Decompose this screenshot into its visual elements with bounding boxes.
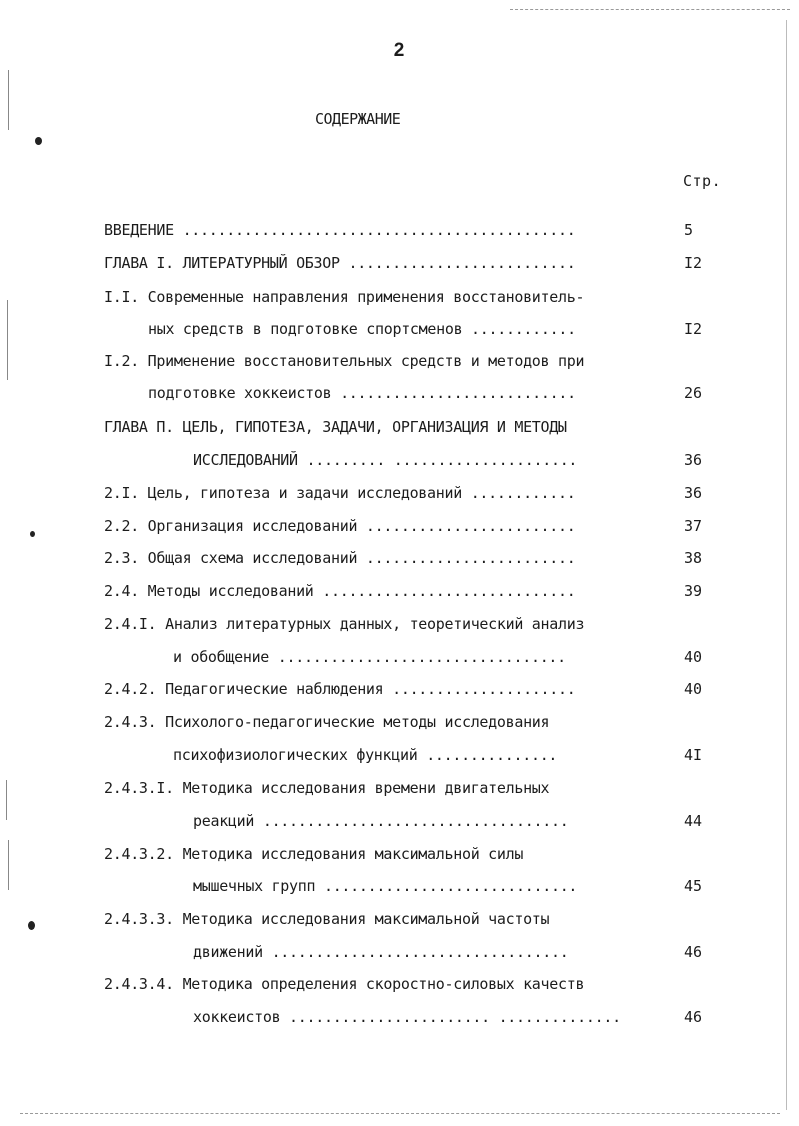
page-number: 2	[393, 40, 405, 61]
toc-entry-text: мышечных групп .............................	[193, 877, 578, 895]
scan-edge-line	[786, 20, 787, 1110]
toc-entry-text: 2.4.3.I. Методика исследования времени двигательных	[104, 779, 550, 797]
scan-hole-mark	[28, 921, 35, 930]
scan-edge-line	[510, 9, 790, 11]
toc-entry-page: 40	[684, 680, 703, 698]
toc-entry-page: 40	[684, 648, 703, 666]
toc-entry-page: 36	[684, 484, 703, 502]
toc-entry-text: 2.4.3.3. Методика исследования максимальной частоты	[104, 910, 550, 928]
toc-entry-page: I2	[684, 320, 703, 338]
toc-entry-text: I.2. Применение восстановительных средств и методов при	[104, 352, 585, 370]
toc-entry-page: 36	[684, 451, 703, 469]
toc-entry-text: ных средств в подготовке спортсменов ............	[148, 320, 576, 338]
page-column-header: Стр.	[683, 172, 722, 190]
toc-entry-text: ИССЛЕДОВАНИЙ ......... .....................	[193, 451, 578, 469]
toc-entry-text: 2.I. Цель, гипотеза и задачи исследований ............	[104, 484, 576, 502]
toc-entry-text: 2.4.3.4. Методика определения скоростно-силовых качеств	[104, 975, 585, 993]
toc-entry-text: ГЛАВА I. ЛИТЕРАТУРНЫЙ ОБЗОР ..........................	[104, 254, 576, 272]
toc-entry-text: 2.4.3. Психолого-педагогические методы исследования	[104, 713, 550, 731]
toc-entry-text: 2.4. Методы исследований .............................	[104, 582, 576, 600]
toc-entry-text: движений ..................................	[193, 943, 569, 961]
toc-entry-page: 44	[684, 812, 703, 830]
toc-entry-text: 2.2. Организация исследований ........................	[104, 517, 576, 535]
toc-entry-text: 2.3. Общая схема исследований ........................	[104, 549, 576, 567]
toc-entry-page: 39	[684, 582, 703, 600]
scan-edge-line	[8, 70, 9, 130]
contents-title: СОДЕРЖАНИЕ	[315, 110, 401, 128]
toc-entry-text: хоккеистов ....................... ..............	[193, 1008, 621, 1026]
toc-entry-page: 45	[684, 877, 703, 895]
toc-entry-text: реакций ...................................	[193, 812, 569, 830]
toc-entry-page: I2	[684, 254, 703, 272]
scan-hole-mark	[30, 531, 35, 537]
toc-entry-page: 5	[684, 221, 694, 239]
toc-entry-text: 2.4.2. Педагогические наблюдения .....................	[104, 680, 576, 698]
scan-hole-mark	[35, 137, 42, 145]
toc-entry-page: 46	[684, 1008, 703, 1026]
toc-entry-page: 37	[684, 517, 703, 535]
toc-entry-page: 38	[684, 549, 703, 567]
toc-entry-page: 4I	[684, 746, 703, 764]
scan-edge-line	[20, 1113, 780, 1115]
toc-entry-text: I.I. Современные направления применения восстановитель-	[104, 288, 585, 306]
toc-entry-text: психофизиологических функций ...............	[173, 746, 558, 764]
scan-edge-line	[6, 780, 7, 820]
toc-entry-text: ВВЕДЕНИЕ .............................................	[104, 221, 576, 239]
toc-entry-text: 2.4.I. Анализ литературных данных, теоретический анализ	[104, 615, 585, 633]
toc-entry-text: ГЛАВА П. ЦЕЛЬ, ГИПОТЕЗА, ЗАДАЧИ, ОРГАНИЗАЦИЯ И МЕТОДЫ	[104, 418, 567, 436]
toc-entry-text: и обобщение .................................	[173, 648, 566, 666]
toc-entry-text: 2.4.3.2. Методика исследования максимальной силы	[104, 845, 524, 863]
scan-edge-line	[7, 300, 8, 380]
toc-entry-text: подготовке хоккеистов ...........................	[148, 384, 576, 402]
toc-entry-page: 26	[684, 384, 703, 402]
toc-entry-page: 46	[684, 943, 703, 961]
scan-edge-line	[8, 840, 9, 890]
